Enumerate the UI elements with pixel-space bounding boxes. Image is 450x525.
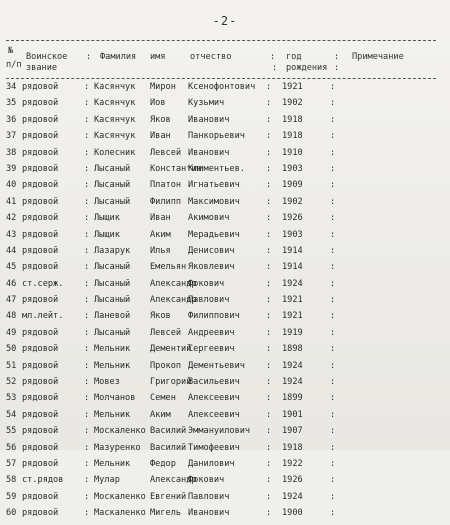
row-separator: :: [266, 278, 272, 289]
row-patronymic: Панкорьевич: [188, 131, 245, 142]
row-number: 51: [6, 360, 17, 371]
row-birth-year: 1899: [282, 393, 303, 404]
row-number: 60: [6, 508, 17, 519]
row-rank: рядовой: [22, 245, 59, 256]
row-first-name: Емельян: [150, 262, 187, 273]
row-last-name: Мельник: [94, 409, 131, 420]
row-separator: :: [84, 409, 90, 420]
row-rank: рядовой: [22, 114, 59, 125]
row-first-name: Мигель: [150, 508, 182, 519]
row-rank: рядовой: [22, 491, 59, 502]
row-separator: :: [84, 295, 90, 306]
row-last-name: Мельник: [94, 360, 131, 371]
page-number: -2-: [212, 14, 238, 28]
table-row: [0, 246, 450, 262]
row-patronymic: Алексеевич: [188, 409, 240, 420]
row-separator: :: [266, 82, 272, 92]
row-separator: :: [84, 508, 90, 519]
row-separator: :: [84, 344, 90, 355]
row-number: 49: [6, 327, 17, 338]
row-first-name: Левсей: [150, 327, 182, 338]
row-separator: :: [84, 475, 90, 486]
row-number: 46: [6, 278, 17, 289]
header-num-label-2: п/п: [6, 60, 22, 70]
row-separator: :: [266, 311, 272, 322]
row-patronymic: Данилович: [188, 458, 235, 469]
row-first-name: Аким: [150, 409, 171, 420]
row-birth-year: 1924: [282, 491, 303, 502]
row-separator: :: [330, 475, 336, 486]
row-patronymic: Тимофеевич: [188, 442, 240, 453]
row-rank: рядовой: [22, 360, 59, 371]
row-separator: :: [266, 295, 272, 306]
row-first-name: Иов: [150, 98, 166, 109]
header-sep-3: :: [272, 63, 278, 73]
header-first-name: имя: [150, 52, 166, 62]
row-separator: :: [330, 426, 336, 437]
row-patronymic: Сергеевич: [188, 344, 235, 355]
row-birth-year: 1921: [282, 82, 303, 92]
row-separator: :: [330, 229, 336, 240]
row-rank: рядовой: [22, 147, 59, 158]
row-separator: :: [330, 360, 336, 371]
row-rank: рядовой: [22, 131, 59, 142]
row-number: 36: [6, 114, 17, 125]
row-last-name: Мельник: [94, 344, 131, 355]
row-first-name: Яков: [150, 311, 171, 322]
row-separator: :: [266, 213, 272, 224]
row-separator: :: [330, 442, 336, 453]
row-separator: :: [84, 131, 90, 142]
row-patronymic: Дементьевич: [188, 360, 245, 371]
row-patronymic: Иванович: [188, 147, 230, 158]
row-separator: :: [84, 163, 90, 174]
row-last-name: Лысаный: [94, 327, 131, 338]
row-rank: ст.рядов: [22, 475, 64, 486]
row-number: 38: [6, 147, 17, 158]
row-patronymic: Фокович: [188, 475, 225, 486]
row-last-name: Касянчук: [94, 82, 136, 92]
header-patronymic: отчество: [190, 52, 232, 62]
row-last-name: Лысаный: [94, 196, 131, 207]
table-row: [0, 180, 450, 196]
row-separator: :: [330, 180, 336, 191]
row-first-name: Прокоп: [150, 360, 182, 371]
row-separator: :: [266, 393, 272, 404]
header-sep-5: :: [334, 63, 340, 73]
header-sep-4: :: [334, 52, 340, 62]
row-first-name: Григорий: [150, 377, 192, 388]
row-separator: :: [330, 196, 336, 207]
row-last-name: Молчанов: [94, 393, 136, 404]
row-first-name: Иван: [150, 213, 171, 224]
row-patronymic: Ксенофонтович: [188, 82, 256, 92]
row-last-name: Мовез: [94, 377, 120, 388]
row-last-name: Касянчук: [94, 98, 136, 109]
row-separator: :: [266, 344, 272, 355]
row-last-name: Москаленко: [94, 491, 146, 502]
table-row: [0, 230, 450, 246]
row-rank: рядовой: [22, 327, 59, 338]
row-last-name: Москаленко: [94, 426, 146, 437]
row-rank: рядовой: [22, 82, 59, 92]
row-separator: :: [266, 147, 272, 158]
row-rank: рядовой: [22, 262, 59, 273]
row-rank: рядовой: [22, 344, 59, 355]
row-separator: :: [330, 393, 336, 404]
row-birth-year: 1921: [282, 295, 303, 306]
row-separator: :: [266, 475, 272, 486]
row-separator: :: [266, 180, 272, 191]
row-first-name: Левсей: [150, 147, 182, 158]
row-birth-year: 1922: [282, 458, 303, 469]
row-separator: :: [84, 180, 90, 191]
table-row: [0, 426, 450, 442]
row-rank: рядовой: [22, 213, 59, 224]
row-separator: :: [330, 82, 336, 92]
row-separator: :: [330, 278, 336, 289]
row-rank: рядовой: [22, 295, 59, 306]
row-separator: :: [266, 426, 272, 437]
row-number: 48: [6, 311, 17, 322]
row-separator: :: [266, 458, 272, 469]
header-year: год: [286, 52, 302, 62]
row-rank: рядовой: [22, 196, 59, 207]
row-patronymic: Васильевич: [188, 377, 240, 388]
row-last-name: Мельник: [94, 458, 131, 469]
row-separator: :: [266, 508, 272, 519]
row-separator: :: [330, 311, 336, 322]
row-patronymic: Алексеевич: [188, 393, 240, 404]
row-birth-year: 1903: [282, 229, 303, 240]
row-separator: :: [266, 262, 272, 273]
row-birth-year: 1914: [282, 245, 303, 256]
row-patronymic: Фокович: [188, 278, 225, 289]
row-last-name: Лыщик: [94, 229, 120, 240]
row-number: 43: [6, 229, 17, 240]
row-patronymic: Андреевич: [188, 327, 235, 338]
row-rank: рядовой: [22, 426, 59, 437]
row-first-name: Филипп: [150, 196, 182, 207]
table-row: [0, 197, 450, 213]
row-birth-year: 1918: [282, 114, 303, 125]
row-first-name: Александр: [150, 278, 197, 289]
row-birth-year: 1924: [282, 278, 303, 289]
row-birth-year: 1910: [282, 147, 303, 158]
table-row: [0, 148, 450, 164]
row-separator: :: [84, 262, 90, 273]
row-patronymic: Акимович: [188, 213, 230, 224]
header-bottom-rule: [6, 78, 436, 79]
row-separator: :: [266, 327, 272, 338]
row-first-name: Семен: [150, 393, 176, 404]
row-separator: :: [266, 245, 272, 256]
row-number: 53: [6, 393, 17, 404]
row-rank: рядовой: [22, 229, 59, 240]
table-row: [0, 410, 450, 426]
row-first-name: Александр: [150, 475, 197, 486]
table-row: [0, 443, 450, 459]
row-first-name: Александр: [150, 295, 197, 306]
row-birth-year: 1902: [282, 98, 303, 109]
row-separator: :: [84, 327, 90, 338]
row-first-name: Дементий: [150, 344, 192, 355]
row-number: 42: [6, 213, 17, 224]
row-rank: рядовой: [22, 393, 59, 404]
row-separator: :: [330, 114, 336, 125]
table-row: [0, 393, 450, 409]
row-separator: :: [330, 131, 336, 142]
row-birth-year: 1921: [282, 311, 303, 322]
row-first-name: Мирон: [150, 82, 176, 92]
row-first-name: Илья: [150, 245, 171, 256]
row-separator: :: [330, 98, 336, 109]
row-separator: :: [330, 147, 336, 158]
row-last-name: Лыщик: [94, 213, 120, 224]
header-rank-label: Воинское: [26, 52, 68, 62]
row-separator: :: [266, 229, 272, 240]
row-last-name: Ланевой: [94, 311, 131, 322]
row-first-name: Василий: [150, 426, 187, 437]
table-row: [0, 131, 450, 147]
row-number: 52: [6, 377, 17, 388]
row-patronymic: Эммануилович: [188, 426, 251, 437]
row-separator: :: [330, 491, 336, 502]
row-patronymic: Иванович: [188, 114, 230, 125]
row-number: 44: [6, 245, 17, 256]
row-separator: :: [84, 393, 90, 404]
row-number: 55: [6, 426, 17, 437]
row-first-name: Федор: [150, 458, 176, 469]
row-last-name: Колесник: [94, 147, 136, 158]
row-patronymic: Иванович: [188, 508, 230, 519]
row-birth-year: 1898: [282, 344, 303, 355]
row-birth-year: 1914: [282, 262, 303, 273]
row-rank: ст.серж.: [22, 278, 64, 289]
header-last-name: Фамилия: [100, 52, 137, 62]
row-patronymic: Денисович: [188, 245, 235, 256]
row-rank: рядовой: [22, 442, 59, 453]
row-separator: :: [84, 98, 90, 109]
table-row: [0, 213, 450, 229]
row-number: 56: [6, 442, 17, 453]
row-rank: рядовой: [22, 508, 59, 519]
row-separator: :: [330, 377, 336, 388]
row-number: 35: [6, 98, 17, 109]
row-rank: рядовой: [22, 409, 59, 420]
table-row: [0, 508, 450, 524]
row-first-name: Аким: [150, 229, 171, 240]
table-row: [0, 344, 450, 360]
row-last-name: Лысаный: [94, 180, 131, 191]
table-row: [0, 98, 450, 114]
row-rank: рядовой: [22, 163, 59, 174]
row-first-name: Евгений: [150, 491, 187, 502]
row-rank: рядовой: [22, 98, 59, 109]
row-separator: :: [84, 311, 90, 322]
row-birth-year: 1900: [282, 508, 303, 519]
row-separator: :: [330, 508, 336, 519]
header-note: Примечание: [352, 52, 404, 62]
row-separator: :: [84, 229, 90, 240]
row-separator: :: [266, 163, 272, 174]
table-row: [0, 279, 450, 295]
row-separator: :: [330, 327, 336, 338]
row-separator: :: [84, 114, 90, 125]
table-row: [0, 115, 450, 131]
row-number: 54: [6, 409, 17, 420]
row-rank: рядовой: [22, 377, 59, 388]
header-num-label: №: [8, 46, 14, 56]
row-patronymic: Мерадьевич: [188, 229, 240, 240]
row-last-name: Мазуренко: [94, 442, 141, 453]
table-row: [0, 459, 450, 475]
row-separator: :: [84, 377, 90, 388]
row-separator: :: [84, 82, 90, 92]
row-birth-year: 1918: [282, 131, 303, 142]
header-rank-label-2: звание: [26, 63, 58, 73]
row-birth-year: 1924: [282, 377, 303, 388]
row-patronymic: Павлович: [188, 295, 230, 306]
row-number: 41: [6, 196, 17, 207]
row-separator: :: [266, 196, 272, 207]
table-row: [0, 377, 450, 393]
table-row: [0, 475, 450, 491]
row-separator: :: [266, 114, 272, 125]
table-row: [0, 361, 450, 377]
row-separator: :: [330, 213, 336, 224]
header-sep-1: :: [86, 52, 92, 62]
row-separator: :: [84, 360, 90, 371]
row-number: 59: [6, 491, 17, 502]
row-separator: :: [84, 491, 90, 502]
row-patronymic: Кузьмич: [188, 98, 225, 109]
row-separator: :: [266, 377, 272, 388]
row-first-name: Иван: [150, 131, 171, 142]
row-birth-year: 1924: [282, 360, 303, 371]
row-birth-year: 1909: [282, 180, 303, 191]
row-birth-year: 1918: [282, 442, 303, 453]
row-separator: :: [84, 278, 90, 289]
row-number: 58: [6, 475, 17, 486]
row-number: 40: [6, 180, 17, 191]
table-row: [0, 311, 450, 327]
row-separator: :: [84, 147, 90, 158]
row-separator: :: [84, 458, 90, 469]
row-number: 50: [6, 344, 17, 355]
header-sep-2: :: [270, 52, 276, 62]
row-separator: :: [84, 442, 90, 453]
row-separator: :: [266, 131, 272, 142]
table-row: [0, 492, 450, 508]
row-last-name: Лысаный: [94, 163, 131, 174]
row-birth-year: 1903: [282, 163, 303, 174]
row-number: 37: [6, 131, 17, 142]
row-birth-year: 1902: [282, 196, 303, 207]
table-row: [0, 262, 450, 278]
row-separator: :: [330, 458, 336, 469]
row-number: 39: [6, 163, 17, 174]
row-patronymic: Игнатьевич: [188, 180, 240, 191]
row-last-name: Мулар: [94, 475, 120, 486]
row-separator: :: [266, 360, 272, 371]
row-rank: рядовой: [22, 180, 59, 191]
row-birth-year: 1926: [282, 475, 303, 486]
row-patronymic: Максимович: [188, 196, 240, 207]
header-top-rule: [6, 40, 436, 41]
row-separator: :: [84, 213, 90, 224]
row-number: 45: [6, 262, 17, 273]
row-separator: :: [330, 262, 336, 273]
row-number: 34: [6, 82, 17, 92]
row-separator: :: [266, 442, 272, 453]
row-separator: :: [84, 245, 90, 256]
row-separator: :: [330, 295, 336, 306]
row-last-name: Маскаленко: [94, 508, 146, 519]
row-birth-year: 1919: [282, 327, 303, 338]
row-separator: :: [266, 409, 272, 420]
table-row: [0, 328, 450, 344]
row-birth-year: 1926: [282, 213, 303, 224]
row-separator: :: [330, 344, 336, 355]
row-first-name: Платон: [150, 180, 182, 191]
row-number: 47: [6, 295, 17, 306]
table-row: [0, 164, 450, 180]
row-last-name: Касянчук: [94, 131, 136, 142]
row-last-name: Лысаный: [94, 262, 131, 273]
row-first-name: Яков: [150, 114, 171, 125]
row-number: 57: [6, 458, 17, 469]
row-patronymic: Яковлевич: [188, 262, 235, 273]
row-last-name: Касянчук: [94, 114, 136, 125]
row-rank: мл.лейт.: [22, 311, 64, 322]
table-row: [0, 82, 450, 98]
row-patronymic: Филиппович: [188, 311, 240, 322]
row-separator: :: [330, 409, 336, 420]
row-last-name: Лазарук: [94, 245, 131, 256]
row-patronymic: Павлович: [188, 491, 230, 502]
table-row: [0, 295, 450, 311]
row-first-name: Василий: [150, 442, 187, 453]
row-separator: :: [330, 163, 336, 174]
header-year-2: рождения: [286, 63, 328, 73]
row-separator: :: [266, 491, 272, 502]
row-birth-year: 1907: [282, 426, 303, 437]
row-separator: :: [84, 426, 90, 437]
row-first-name: Константин: [150, 163, 202, 174]
row-separator: :: [84, 196, 90, 207]
row-patronymic: Климентьев.: [188, 163, 245, 174]
row-birth-year: 1901: [282, 409, 303, 420]
row-separator: :: [330, 245, 336, 256]
row-last-name: Лысаный: [94, 295, 131, 306]
record-list: [0, 82, 450, 525]
row-separator: :: [266, 98, 272, 109]
row-rank: рядовой: [22, 458, 59, 469]
row-last-name: Лысаный: [94, 278, 131, 289]
